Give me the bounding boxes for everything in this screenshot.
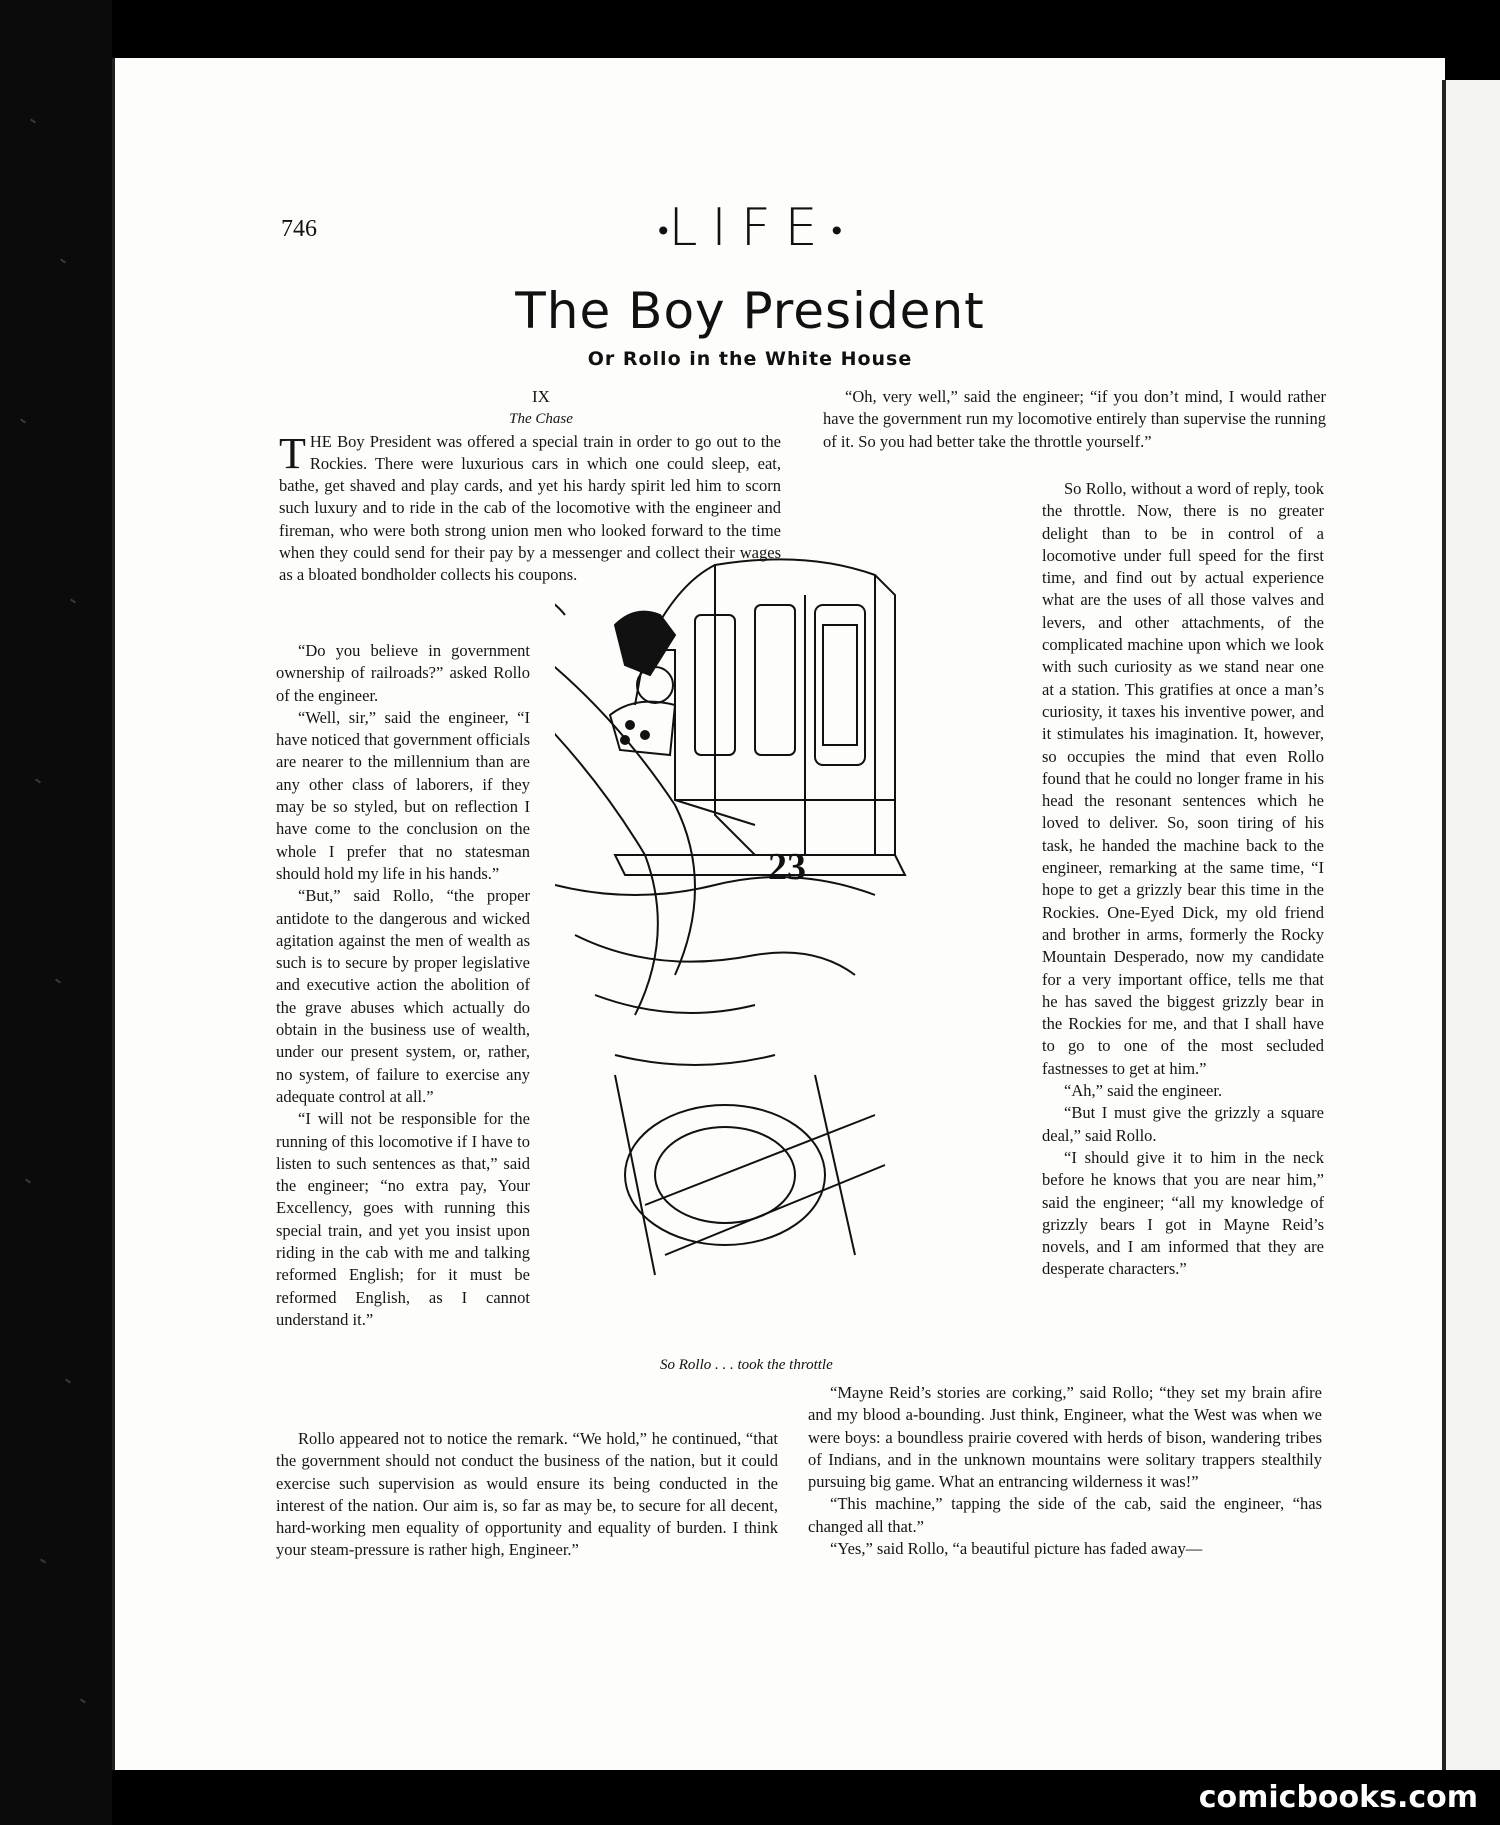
right-column-bottom	[808, 1382, 1322, 1560]
paragraph: “I will not be responsible for the running of this locomotive if I have to listen to such sentences as that,” said the engineer; “no extra pay, Your Excellency, goes with running this special train, and yet you insist upon riding in the cab with me and talking reformed English; for it must be reformed English, as I cannot understand it.”	[276, 1109, 530, 1329]
paragraph: “But I must give the grizzly a square deal,” said Rollo.	[1042, 1103, 1324, 1145]
paragraph: “This machine,” tapping the side of the cab, said the engineer, “has changed all that.”	[808, 1494, 1322, 1536]
paragraph: Rollo appeared not to notice the remark. “We hold,” he continued, “that the government should not conduct the business of the nation, but it could exercise such supervision as would ensure its being conducted in the interest of the nation. Our aim is, so far as may be, to secure for all decent, hard-working men equality of opportunity and equality of burden. I think your steam-pressure is rather high, Engineer.”	[276, 1429, 778, 1560]
chapter-number: IX	[532, 387, 550, 406]
watermark: comicbooks.com	[1198, 1780, 1478, 1815]
paragraph: “Well, sir,” said the engineer, “I have noticed that government officials are nearer to the millennium than are any other class of laborers, if they may be so styled, but on reflection I have come to the conclusion on the whole I prefer that no statesman should hold my life in his hands.”	[276, 707, 530, 883]
paragraph: “Oh, very well,” said the engineer; “if you don’t mind, I would rather have the government run my locomotive entirely than supervise the running of it. So you had better take the throttle yourself.”	[823, 387, 1326, 451]
paragraph: “But,” said Rollo, “the proper antidote to the dangerous and wicked agitation against the men of wealth as such is to secure by proper legislative and executive action the abolition of the grave abuses which actually do obtain in the business use of wealth, under our present system, or, rather, no system, of failure to exercise any adequate control at all.”	[276, 886, 530, 1106]
paragraph: “Mayne Reid’s stories are corking,” said Rollo; “they set my brain afire and my blood a-bounding. Just think, Engineer, what the West was when we were boys: a boundless prairie covered with herds of bison, wandering tribes of Indians, and in the unknown mountains were solitary trappers stealthily pursuing big game. What an entrancing wilderness it was!”	[808, 1383, 1322, 1492]
paragraph: “Do you believe in government ownership of railroads?” asked Rollo of the engineer.	[276, 641, 530, 705]
paragraph: “I should give it to him in the neck before he knows that you are near him,” said the engineer; “all my knowledge of grizzly bears I got in Mayne Reid’s novels, and I am informed that they are desperate characters.”	[1042, 1147, 1324, 1279]
left-column-narrow	[276, 640, 530, 1331]
chapter-title: The Chase	[509, 411, 573, 428]
locomotive-illustration	[555, 555, 1015, 1345]
drop-cap: T	[279, 428, 306, 478]
page-number: 746	[281, 216, 317, 242]
paragraph: THE Boy President was offered a special train in order to go out to the Rockies. There were luxurious cars in which one could sleep, eat, bathe, get shaved and play cards, and yet his hardy spirit led him to scorn such luxury and to ride in the cab of the locomotive with the engineer and fireman, who were both strong union men who looked forward to the time when they could send for their pay by a messenger and collect their wages as a bloated bondholder collects his coupons.	[279, 428, 781, 585]
paragraph: “Ah,” said the engineer.	[1064, 1081, 1223, 1101]
paragraph: “Yes,” said Rollo, “a beautiful picture has faded away—	[830, 1539, 1203, 1559]
right-column-narrow	[1042, 478, 1324, 1281]
binding-gutter	[0, 0, 112, 1825]
right-column-top	[823, 386, 1326, 453]
article-title: The Boy President	[515, 282, 985, 340]
article-subtitle: Or Rollo in the White House	[587, 348, 913, 370]
left-column-bottom	[276, 1428, 778, 1562]
illustration-caption: So Rollo . . . took the throttle	[660, 1357, 833, 1373]
car-number: 23	[768, 846, 806, 888]
paragraph: So Rollo, without a word of reply, took the throttle. Now, there is no greater delight than to be in control of a locomotive under full speed for the first time, and find out by actual experience what are the uses of all those valves and levers, and other attachments, of the complicated machine upon which we look with such curiosity as we stand near one at a station. This gratifies at once a man’s curiosity, it taxes his inventive power, and it stimulates his imagination. It, however, so occupies the mind that even Rollo found that he could no longer frame in his head the resonant sentences which he loved to deliver. So, soon tiring of his task, he handed the machine back to the engineer, remarking at the same time, “I hope to get a grizzly bear this time in the Rockies. One-Eyed Dick, my old friend and brother in arms, formerly the Rocky Mountain Desperado, now my candidate for a very important office, tells me that he has saved the biggest grizzly bear in the Rockies for me, and that I shall have to go to one of the most secluded fastnesses to get at him.”	[1042, 479, 1324, 1078]
masthead-text: LIFE	[668, 198, 832, 258]
masthead: •LIFE•	[657, 198, 843, 258]
